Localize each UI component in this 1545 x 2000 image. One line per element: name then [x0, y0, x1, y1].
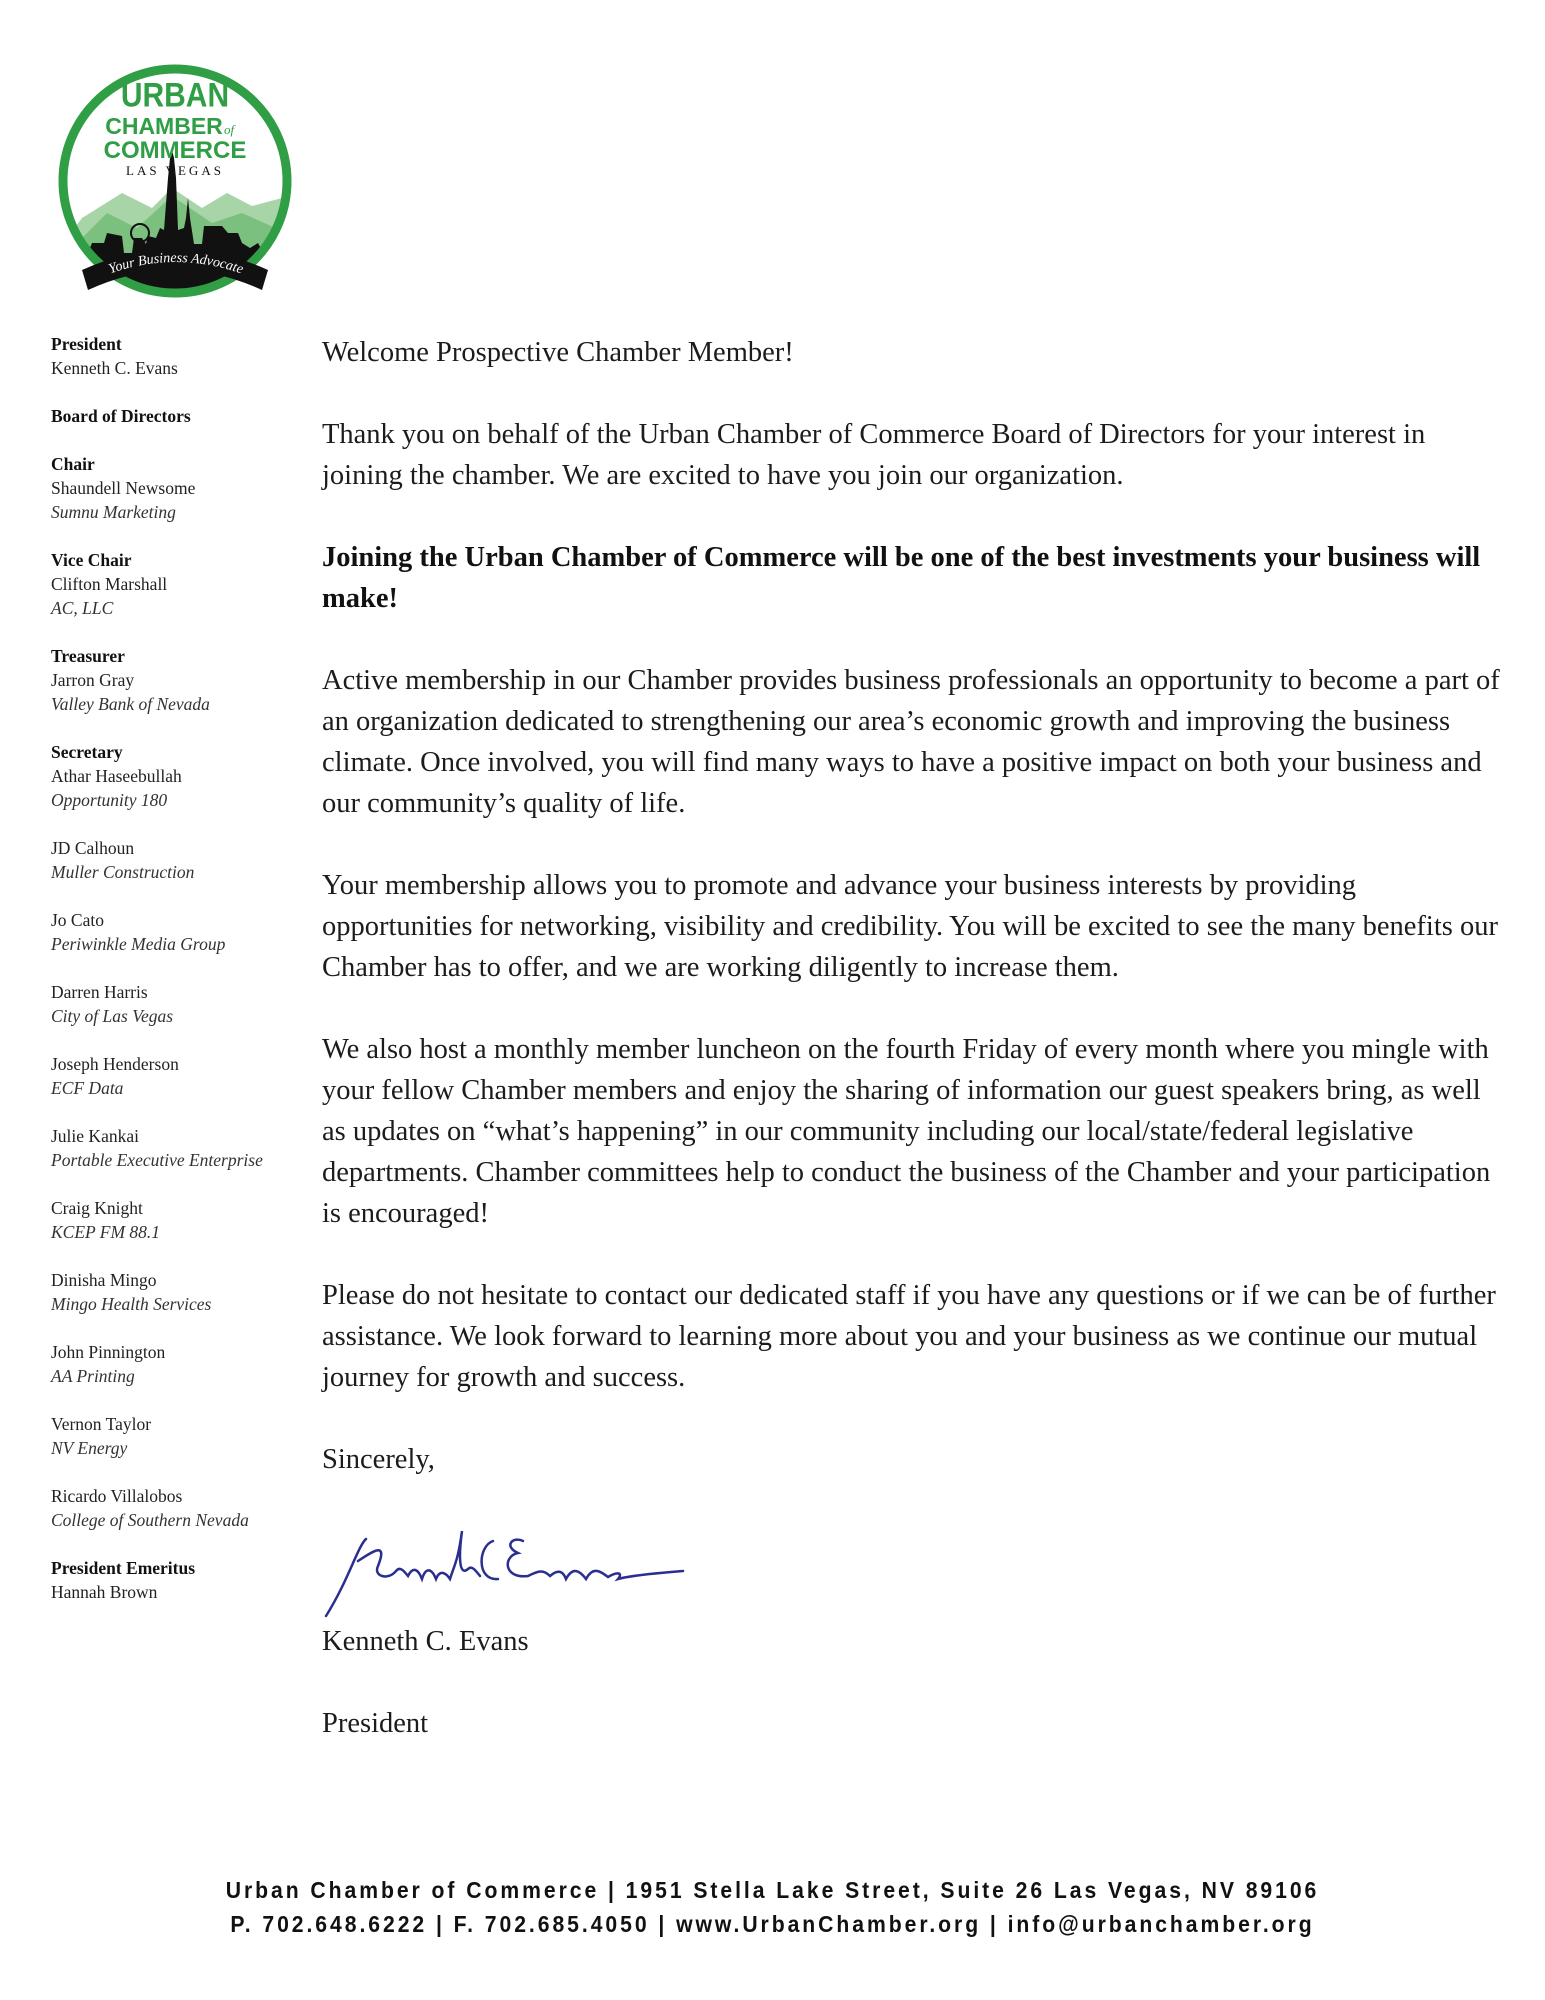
paragraph-highlight: Joining the Urban Chamber of Commerce will be one of the best investments your business will make! [322, 542, 1481, 614]
paragraph-benefits: Your membership allows you to promote and advance your business interests by providing opportunities for networking, visibility and credibility. You will be excited to see the many benefits our Chamber has to offer, and we are working diligently to increase them. [322, 870, 1498, 983]
board-entry [51, 908, 301, 956]
board-entry [51, 836, 301, 884]
board-entry [51, 452, 301, 524]
board-entry [51, 404, 301, 428]
paragraph-active-membership: Active membership in our Chamber provides business professionals an opportunity to become a part of an organization dedicated to strengthening our area’s economic growth and improving the business climate. Once involved, you will find many ways to have a positive impact on both your business and our community’s quality of life. [322, 665, 1500, 819]
logo-urban: URBAN [120, 75, 230, 114]
board-entry-title: President [51, 334, 122, 354]
paragraph-luncheon: We also host a monthly member luncheon on the fourth Friday of every month where you mingle with your fellow Chamber members and enjoy the sharing of information our guest speakers bring, as well as updates on “what’s happening” in our community including our local/state/federal legislative departments. Chamber committees help to conduct the business of the Chamber and your participation is encouraged! [322, 1034, 1491, 1229]
board-entry-org: Opportunity 180 [51, 790, 168, 810]
letter-body [322, 332, 1502, 1785]
signature-icon [318, 1521, 688, 1621]
board-entry-org: Valley Bank of Nevada [51, 694, 210, 714]
signer-name: Kenneth C. Evans [322, 1626, 529, 1657]
board-entry-org: Sumnu Marketing [51, 502, 176, 522]
board-entry-name: Jarron Gray [51, 670, 135, 690]
board-entry-name: Craig Knight [51, 1198, 143, 1218]
board-entry-name: Shaundell Newsome [51, 478, 196, 498]
board-entry [51, 548, 301, 620]
footer-contact: P. 702.648.6222 | F. 702.685.4050 | www.UrbanChamber.org | info@urbanchamber.org [230, 1911, 1315, 1937]
board-entry-org: Muller Construction [51, 862, 195, 882]
closing: Sincerely, [322, 1444, 435, 1475]
board-entry [51, 1484, 301, 1532]
board-entry [51, 740, 301, 812]
board-entry-org: City of Las Vegas [51, 1006, 174, 1026]
paragraph-thanks: Thank you on behalf of the Urban Chamber of Commerce Board of Directors for your interest in joining the chamber. We are excited to have you join our organization. [322, 419, 1426, 491]
greeting: Welcome Prospective Chamber Member! [322, 337, 794, 368]
board-entry [51, 332, 301, 380]
chamber-logo [52, 58, 298, 304]
board-entry-name: JD Calhoun [51, 838, 135, 858]
board-entry-title: Chair [51, 454, 95, 474]
logo-chamber: CHAMBER [105, 113, 223, 139]
board-entry-name: John Pinnington [51, 1342, 166, 1362]
board-entry [51, 1268, 301, 1316]
board-entry [51, 1556, 301, 1604]
board-entry-name: Dinisha Mingo [51, 1270, 157, 1290]
board-entry [51, 644, 301, 716]
board-entry [51, 1412, 301, 1460]
board-entry-name: Ricardo Villalobos [51, 1486, 183, 1506]
logo-of: of [224, 122, 235, 137]
board-sidebar [51, 332, 301, 1628]
board-entry-name: Darren Harris [51, 982, 148, 1002]
board-entry-org: AA Printing [51, 1366, 135, 1386]
board-entry-name: Julie Kankai [51, 1126, 139, 1146]
board-entry-name: Vernon Taylor [51, 1414, 152, 1434]
board-entry-name: Joseph Henderson [51, 1054, 179, 1074]
board-entry [51, 980, 301, 1028]
board-entry-org: ECF Data [51, 1078, 124, 1098]
footer-address: Urban Chamber of Commerce | 1951 Stella Lake Street, Suite 26 Las Vegas, NV 89106 [225, 1877, 1320, 1903]
footer [62, 1873, 1483, 1941]
board-entry-title: Vice Chair [51, 550, 132, 570]
board-entry-name: Clifton Marshall [51, 574, 168, 594]
board-entry-org: Portable Executive Enterprise [51, 1150, 263, 1170]
board-entry-title: Treasurer [51, 646, 125, 666]
signer-title: President [322, 1708, 429, 1739]
board-entry [51, 1124, 301, 1172]
logo-commerce: COMMERCE [103, 137, 247, 164]
logo-tagline: Your Business Advocate [106, 250, 246, 278]
board-entry-org: KCEP FM 88.1 [51, 1222, 161, 1242]
board-entry [51, 1052, 301, 1100]
board-entry-name: Kenneth C. Evans [51, 358, 178, 378]
board-entry-org: AC, LLC [51, 598, 114, 618]
board-entry-name: Hannah Brown [51, 1582, 158, 1602]
board-entry-org: NV Energy [51, 1438, 128, 1458]
board-entry [51, 1340, 301, 1388]
board-entry-org: Mingo Health Services [51, 1294, 212, 1314]
board-entry-org: Periwinkle Media Group [51, 934, 226, 954]
board-entry [51, 1196, 301, 1244]
board-entry-title: President Emeritus [51, 1558, 196, 1578]
board-entry-title: Board of Directors [51, 406, 191, 426]
logo-las-vegas: LAS VEGAS [126, 163, 224, 178]
board-entry-org: College of Southern Nevada [51, 1510, 249, 1530]
paragraph-contact: Please do not hesitate to contact our dedicated staff if you have any questions or if we can be of further assistance. We look forward to learning more about you and your business as we continue our mutual journey for growth and success. [322, 1280, 1496, 1393]
board-entry-name: Jo Cato [51, 910, 104, 930]
board-entry-name: Athar Haseebullah [51, 766, 182, 786]
board-entry-title: Secretary [51, 742, 123, 762]
